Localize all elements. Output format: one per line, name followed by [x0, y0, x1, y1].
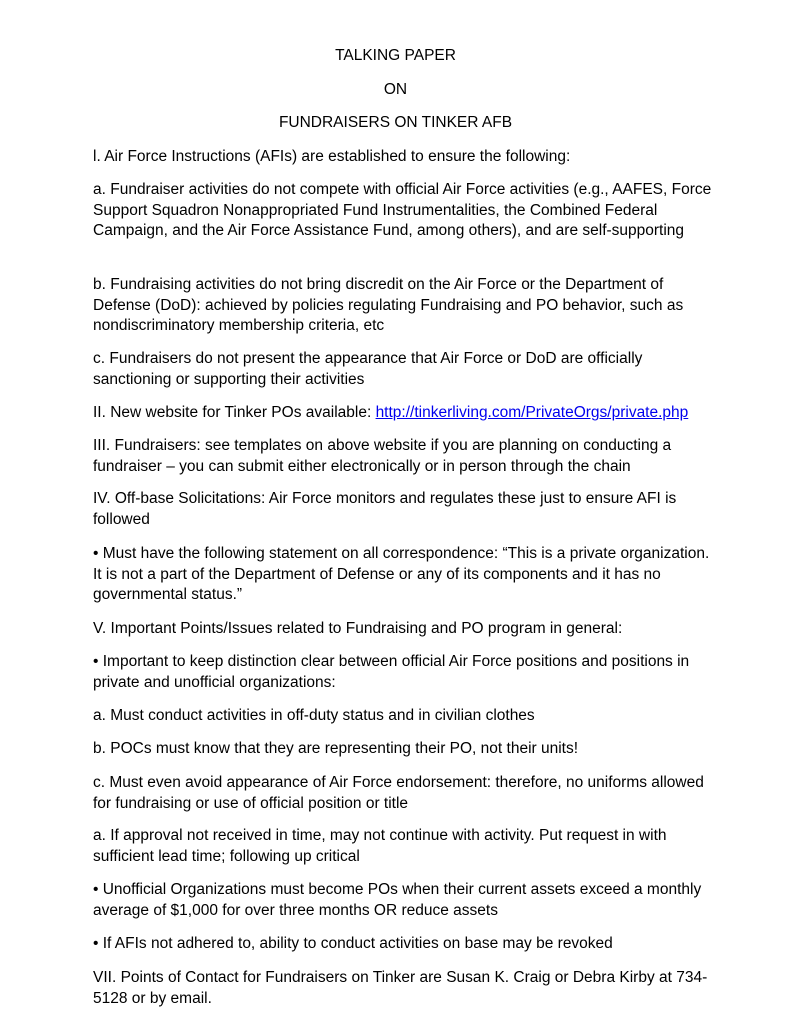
paragraph-off-duty: a. Must conduct activities in off-duty status and in civilian clothes [93, 707, 535, 724]
title-line-1: TALKING PAPER [335, 47, 456, 64]
paragraph-unofficial-orgs: • Unofficial Organizations must become POs when their current assets exceed a monthly average of $1,000 for over three months OR reduce assets [93, 881, 702, 919]
paragraph-website [93, 403, 713, 424]
paragraph-fundraisers-templates: III. Fundraisers: see templates on above website if you are planning on conducting a fundraiser – you can submit either electronically or in person through the chain [93, 437, 672, 475]
website-label: II. New website for Tinker POs available: [93, 404, 376, 421]
paragraph-endorsement: c. Must even avoid appearance of Air Force endorsement: therefore, no uniforms allowed for fundraising or use of official position or title [93, 774, 704, 812]
paragraph-b-discredit: b. Fundraising activities do not bring discredit on the Air Force or the Department of Defense (DoD): achieved by policies regulating Fundraising and PO behavior, such as nondiscriminatory membership criteria, etc [93, 276, 684, 334]
paragraph-afis-not-adhered: • If AFIs not adhered to, ability to conduct activities on base may be revoked [93, 935, 613, 952]
paragraph-c-appearance: c. Fundraisers do not present the appearance that Air Force or DoD are officially sanctioning or supporting their activities [93, 350, 643, 388]
paragraph-afi-intro: l. Air Force Instructions (AFIs) are established to ensure the following: [93, 148, 571, 165]
paragraph-off-base: IV. Off-base Solicitations: Air Force monitors and regulates these just to ensure AFI is followed [93, 490, 677, 528]
title-line-3: FUNDRAISERS ON TINKER AFB [278, 114, 513, 131]
paragraph-statement-bullet: • Must have the following statement on all correspondence: “This is a private organization. It is not a part of the Department of Defense or any of its components and it has no governmental status.” [93, 545, 710, 603]
website-link[interactable]: http://tinkerliving.com/PrivateOrgs/private.php [375, 404, 689, 421]
paragraph-approval: a. If approval not received in time, may not continue with activity. Put request in with sufficient lead time; following up critical [93, 827, 667, 865]
title-line-2: ON [383, 81, 408, 98]
paragraph-important-points: V. Important Points/Issues related to Fundraising and PO program in general: [93, 620, 623, 637]
paragraph-a-compete: a. Fundraiser activities do not compete with official Air Force activities (e.g., AAFES, Force Support Squadron Nonappropriated Fund Instrumentalities, the Combined Federal Campaign, and the Air Force Assistance Fund, among others), and are self-supporting [93, 181, 712, 239]
paragraph-distinction-bullet: • Important to keep distinction clear between official Air Force positions and positions in private and unofficial organizations: [93, 653, 690, 691]
paragraph-pocs: b. POCs must know that they are representing their PO, not their units! [93, 740, 579, 757]
paragraph-points-of-contact: VII. Points of Contact for Fundraisers on Tinker are Susan K. Craig or Debra Kirby at 734-5128 or by email. [93, 969, 708, 1007]
